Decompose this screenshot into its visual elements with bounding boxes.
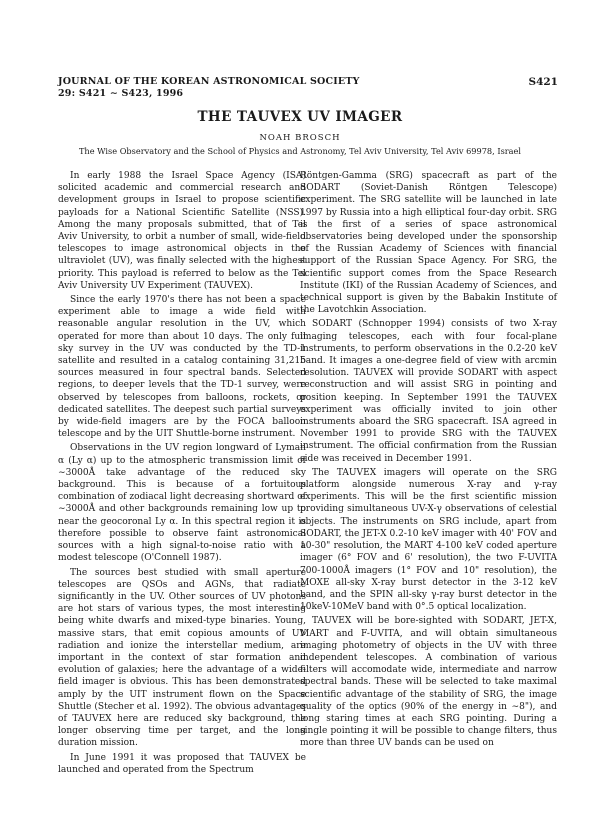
paragraph: TAUVEX will be bore-sighted with SODART, JET-X, MART and F-UVITA, and will obtain simultaneous imaging photometry of objects in the UV with three independent telescopes. A combination of various filters will accomodate wide, intermediate and narrow spectral bands. These will be selected to take maximal scientific advantage of the stability of SRG, the image quality of the optics (90% of the energy in ∼8"), and long staring times at each SRG pointing. During a single pointing it will be possible to change filters, thus more than three UV bands can be used on — [300, 616, 557, 749]
paragraph: SODART (Schnopper 1994) consists of two X-ray imaging telescopes, each with four focal-plane instruments, to perform observations in the 0.2-20 keV band. It images a one-degree field of view with arcmin resolution. TAUVEX will provide SODART with aspect reconstruction and will assist SRG in pointing and position keeping. In September 1991 the TAUVEX experiment was officially invited to join other instruments aboard the SRG spacecraft. ISA agreed in November 1991 to provide SRG with the TAUVEX instrument. The official confirmation from the Russian side was received in December 1991. — [300, 319, 557, 464]
paragraph: In June 1991 it was proposed that TAUVEX be launched and operated from the Spectrum — [58, 752, 306, 775]
page-number: S421 — [528, 76, 558, 88]
affiliation: The Wise Observatory and the School of Physics and Astronomy, Tel Aviv University, Tel Aviv 69978, Israel — [78, 146, 522, 156]
paragraph: The TAUVEX imagers will operate on the SRG platform alongside numerous X-ray and γ-ray experiments. This will be the first scientific mission providing simultaneous UV-X-γ observations of celestial objects. The instruments on SRG include, apart from SODART, the JET-X 0.2-10 keV imager with 40' FOV and 10-30" resolution, the MART 4-100 keV coded aperture imager (6° FOV and 6' resolution), the two F-UVITA 700-1000Å imagers (1° FOV and 10" resolution), the MOXE all-sky X-ray burst detector in the 3-12 keV band, and the SPIN all-sky γ-ray burst detector in the 10keV-10MeV band with 0°.5 optical localization. — [300, 467, 557, 613]
left-column — [58, 170, 306, 776]
right-column — [300, 170, 557, 750]
author: NOAH BROSCH — [259, 133, 341, 143]
paragraph: Observations in the UV region longward of Lyman α (Ly α) up to the atmospheric transmission limit of ∼3000Å take advantage of the reduced sky background. This is because of a fortuitous combination of zodiacal light decreasing shortward of ∼3000Å and other backgrounds remaining low up to near the geocoronal Ly α. In this spectral region it is therefore possible to observe faint astronomical sources with a high signal-to-noise ratio with a modest telescope (O'Connell 1987). — [58, 443, 306, 564]
journal-name: JOURNAL OF THE KOREAN ASTRONOMICAL SOCIETY — [58, 76, 360, 87]
journal-header — [58, 76, 360, 100]
paragraph: Since the early 1970's there has not been a space experiment able to image a wide field with reasonable angular resolution in the UV, which operated for more than about 10 days. The only full sky survey in the UV was conducted by the TD-1 satellite and resulted in a catalog containing 31,215 sources measured in four spectral bands. Selected regions, to deeper levels that the TD-1 survey, were observed by telescopes from balloons, rockets, or dedicated satellites. The deepest such partial surveys by wide-field imagers are by the FOCA balloon telescope and by the UIT Shuttle-borne instrument. — [58, 295, 306, 440]
paragraph: Röntgen-Gamma (SRG) spacecraft as part of the SODART (Soviet-Danish Röntgen Telescope) experiment. The SRG satellite will be launched in late 1997 by Russia into a high elliptical four-day orbit. SRG is the first of a series of space astronomical observatories being developed under the sponsorship of the Russian Academy of Sciences with financial support of the Russian Space Agency. For SRG, the scientific support comes from the Space Research Institute (IKI) of the Russian Academy of Sciences, and technical support is given by the Babakin Institute of the Lavotchkin Association. — [300, 171, 557, 316]
paragraph: The sources best studied with small aperture telescopes are QSOs and AGNs, that radiate significantly in the UV. Other sources of UV photons are hot stars of various types, the most interesting being white dwarfs and mixed-type binaries. Young, massive stars, that emit copious amounts of UV radiation and ionize the interstellar medium, are important in the context of star formation and evolution of galaxies; here the advantage of a wide-field imager is obvious. This has been demonstrated amply by the UIT instrument flown on the Space Shuttle (Stecher et al. 1992). The obvious advantages of TAUVEX here are reduced sky background, the longer observing time per target, and the long duration mission. — [58, 567, 306, 749]
paper-title: THE TAUVEX UV IMAGER — [197, 109, 403, 125]
journal-volume: 29: S421 ∼ S423, 1996 — [58, 88, 184, 99]
paragraph: In early 1988 the Israel Space Agency (ISA) solicited academic and commercial research and development groups in Israel to propose scientific payloads for a National Scientific Satellite (NSS). Among the many proposals submitted, that of Tel Aviv University, to orbit a number of small, wide-field telescopes to image astronomical objects in the ultraviolet (UV), was finally selected with the highest priority. This payload is referred to below as the Tel Aviv University UV Experiment (TAUVEX). — [58, 171, 306, 291]
